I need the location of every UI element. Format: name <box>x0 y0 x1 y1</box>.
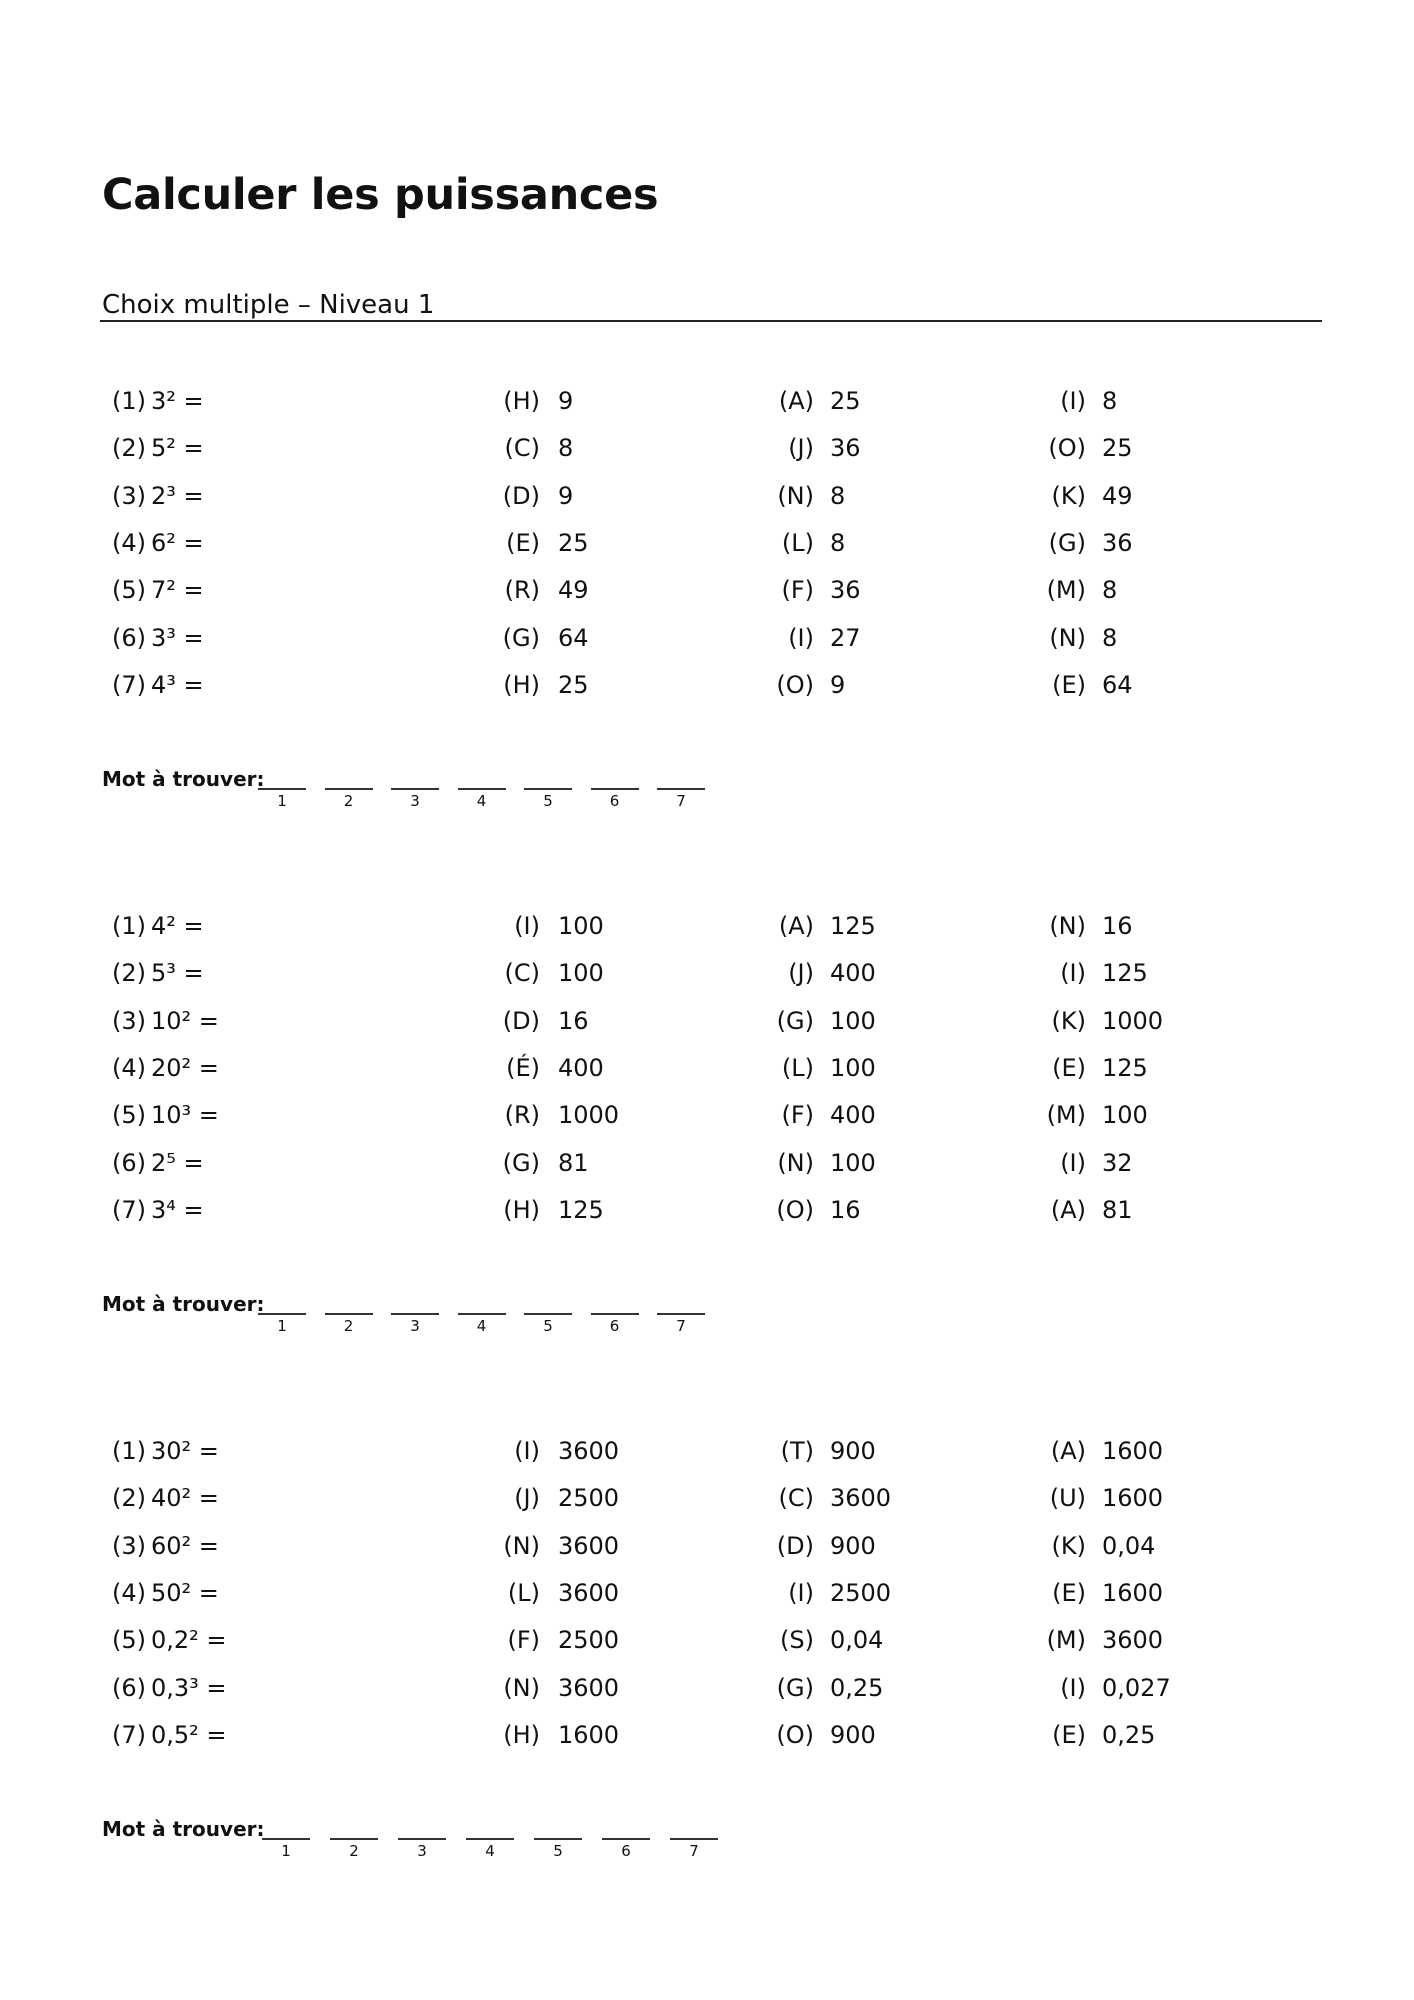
choice-value: 9 <box>558 481 574 510</box>
choice-letter: (I) <box>1060 959 1086 988</box>
choice-letter: (S) <box>780 1626 814 1655</box>
blank-number: 5 <box>553 1842 563 1860</box>
question-number: (2) <box>112 959 146 988</box>
blank-number: 6 <box>609 792 620 810</box>
question-expression: 2⁵ = <box>151 1148 204 1177</box>
question-row <box>0 387 1414 427</box>
choice-value: 8 <box>1102 387 1118 415</box>
choice-letter: (A) <box>1050 1437 1086 1465</box>
choice-value: 2500 <box>830 1578 892 1607</box>
choice-value: 9 <box>830 670 846 699</box>
answer-blank[interactable] <box>657 1313 705 1315</box>
choice-letter: (I) <box>1060 1148 1086 1177</box>
question-number: (7) <box>112 1720 146 1749</box>
choice-letter: (N) <box>1049 912 1086 940</box>
question-row <box>0 624 1414 664</box>
choice-letter: (I) <box>1060 387 1086 415</box>
answer-blank[interactable] <box>258 1313 306 1315</box>
choice-letter: (I) <box>788 1578 814 1607</box>
blank-number: 6 <box>621 1842 631 1860</box>
choice-letter: (D) <box>502 481 540 510</box>
choice-letter: (H) <box>503 387 540 415</box>
question-row <box>0 1626 1414 1666</box>
question-row <box>0 959 1414 999</box>
choice-value: 8 <box>1102 623 1118 652</box>
choice-value: 125 <box>1102 959 1148 988</box>
choice-value: 400 <box>830 959 876 988</box>
question-expression: 0,2² = <box>151 1626 227 1655</box>
choice-letter: (A) <box>778 387 814 415</box>
choice-letter: (J) <box>788 959 814 988</box>
question-number: (4) <box>112 1053 146 1082</box>
choice-value: 9 <box>558 387 574 415</box>
answer-blank[interactable] <box>466 1838 514 1840</box>
question-number: (5) <box>112 1626 146 1655</box>
choice-value: 1000 <box>1102 1006 1164 1035</box>
choice-value: 3600 <box>558 1673 620 1702</box>
choice-letter: (É) <box>506 1053 540 1082</box>
question-number: (1) <box>112 387 146 415</box>
choice-value: 0,25 <box>1102 1720 1156 1749</box>
choice-value: 0,25 <box>830 1673 884 1702</box>
choice-letter: (G) <box>776 1673 814 1702</box>
choice-value: 16 <box>830 1195 861 1224</box>
choice-letter: (J) <box>788 434 814 463</box>
question-expression: 30² = <box>151 1437 219 1465</box>
question-row <box>0 1484 1414 1524</box>
choice-value: 1600 <box>1102 1578 1164 1607</box>
choice-value: 3600 <box>558 1531 620 1560</box>
choice-letter: (G) <box>1048 528 1086 557</box>
answer-blank[interactable] <box>534 1838 582 1840</box>
choice-value: 400 <box>558 1053 604 1082</box>
question-expression: 7² = <box>151 576 204 605</box>
choice-letter: (L) <box>781 1053 814 1082</box>
choice-value: 32 <box>1102 1148 1133 1177</box>
choice-value: 125 <box>558 1195 604 1224</box>
question-number: (6) <box>112 1673 146 1702</box>
choice-letter: (D) <box>502 1006 540 1035</box>
question-expression: 3⁴ = <box>151 1195 204 1224</box>
blank-number: 2 <box>343 792 354 810</box>
question-expression: 3² = <box>151 387 204 415</box>
choice-letter: (R) <box>504 576 540 605</box>
choice-letter: (C) <box>778 1484 814 1513</box>
blank-number: 4 <box>476 1317 487 1335</box>
choice-value: 8 <box>558 434 574 463</box>
choice-value: 0,027 <box>1102 1673 1171 1702</box>
choice-value: 400 <box>830 1101 876 1130</box>
blank-number: 3 <box>417 1842 427 1860</box>
answer-blank[interactable] <box>398 1838 446 1840</box>
question-row <box>0 529 1414 569</box>
answer-blank[interactable] <box>591 1313 639 1315</box>
choice-letter: (F) <box>781 576 814 605</box>
choice-letter: (I) <box>1060 1673 1086 1702</box>
choice-value: 900 <box>830 1720 876 1749</box>
blank-number: 1 <box>277 792 287 810</box>
choice-letter: (I) <box>514 1437 540 1465</box>
choice-value: 125 <box>1102 1053 1148 1082</box>
blank-number: 1 <box>277 1317 287 1335</box>
choice-letter: (H) <box>503 670 540 699</box>
choice-value: 16 <box>558 1006 589 1035</box>
question-row <box>0 1674 1414 1714</box>
choice-value: 8 <box>830 528 846 557</box>
question-row <box>0 1532 1414 1572</box>
choice-letter: (K) <box>1051 1006 1086 1035</box>
choice-letter: (N) <box>1049 623 1086 652</box>
question-expression: 6² = <box>151 528 204 557</box>
choice-value: 900 <box>830 1531 876 1560</box>
choice-letter: (N) <box>503 1531 540 1560</box>
question-number: (3) <box>112 1531 146 1560</box>
question-row <box>0 1054 1414 1094</box>
choice-value: 3600 <box>558 1578 620 1607</box>
choice-value: 2500 <box>558 1626 620 1655</box>
answer-blank[interactable] <box>670 1838 718 1840</box>
choice-letter: (E) <box>1052 1578 1086 1607</box>
question-number: (7) <box>112 1195 146 1224</box>
choice-letter: (N) <box>503 1673 540 1702</box>
choice-value: 0,04 <box>830 1626 884 1655</box>
question-number: (2) <box>112 1484 146 1513</box>
question-row <box>0 1007 1414 1047</box>
question-number: (5) <box>112 1101 146 1130</box>
choice-value: 100 <box>830 1148 876 1177</box>
choice-value: 100 <box>558 912 604 940</box>
question-row <box>0 912 1414 952</box>
question-number: (4) <box>112 1578 146 1607</box>
choice-value: 0,04 <box>1102 1531 1156 1560</box>
choice-value: 1600 <box>1102 1437 1164 1465</box>
question-row <box>0 482 1414 522</box>
question-row <box>0 1437 1414 1477</box>
blank-number: 3 <box>410 792 420 810</box>
choice-value: 27 <box>830 623 861 652</box>
answer-blank[interactable] <box>391 788 439 790</box>
answer-blank[interactable] <box>602 1838 650 1840</box>
choice-letter: (R) <box>504 1101 540 1130</box>
answer-blank[interactable] <box>258 788 306 790</box>
choice-value: 3600 <box>558 1437 620 1465</box>
answer-blank[interactable] <box>330 1838 378 1840</box>
choice-value: 64 <box>1102 670 1133 699</box>
answer-blank[interactable] <box>325 1313 373 1315</box>
choice-value: 100 <box>558 959 604 988</box>
question-expression: 0,5² = <box>151 1720 227 1749</box>
question-number: (7) <box>112 670 146 699</box>
choice-letter: (M) <box>1046 1626 1086 1655</box>
question-row <box>0 671 1414 711</box>
answer-blank[interactable] <box>262 1838 310 1840</box>
blank-number: 2 <box>343 1317 354 1335</box>
choice-letter: (M) <box>1046 576 1086 605</box>
question-number: (2) <box>112 434 146 463</box>
choice-value: 36 <box>830 576 861 605</box>
answer-blank[interactable] <box>524 1313 572 1315</box>
choice-value: 81 <box>1102 1195 1133 1224</box>
word-to-find-label: Mot à trouver: <box>102 1817 265 1841</box>
blank-number: 6 <box>609 1317 620 1335</box>
answer-blank[interactable] <box>524 788 572 790</box>
choice-value: 125 <box>830 912 876 940</box>
choice-letter: (L) <box>507 1578 540 1607</box>
choice-letter: (H) <box>503 1195 540 1224</box>
question-expression: 50² = <box>151 1578 219 1607</box>
question-expression: 4² = <box>151 912 204 940</box>
choice-value: 81 <box>558 1148 589 1177</box>
choice-value: 3600 <box>830 1484 892 1513</box>
blank-number: 1 <box>281 1842 291 1860</box>
blank-number: 4 <box>476 792 487 810</box>
choice-letter: (O) <box>776 1720 814 1749</box>
question-row <box>0 1579 1414 1619</box>
blank-number: 7 <box>676 792 686 810</box>
question-expression: 4³ = <box>151 670 204 699</box>
choice-letter: (E) <box>1052 1720 1086 1749</box>
question-row <box>0 1196 1414 1236</box>
answer-blank[interactable] <box>325 788 373 790</box>
blank-number: 4 <box>485 1842 495 1860</box>
choice-letter: (N) <box>777 481 814 510</box>
answer-blank[interactable] <box>458 1313 506 1315</box>
choice-value: 25 <box>1102 434 1133 463</box>
choice-value: 3600 <box>1102 1626 1164 1655</box>
choice-letter: (G) <box>776 1006 814 1035</box>
blank-number: 2 <box>349 1842 359 1860</box>
choice-value: 36 <box>1102 528 1133 557</box>
question-number: (6) <box>112 1148 146 1177</box>
choice-value: 100 <box>830 1006 876 1035</box>
choice-letter: (O) <box>1048 434 1086 463</box>
choice-letter: (E) <box>1052 1053 1086 1082</box>
choice-value: 1600 <box>558 1720 620 1749</box>
choice-value: 25 <box>830 387 861 415</box>
choice-letter: (O) <box>776 670 814 699</box>
choice-value: 49 <box>558 576 589 605</box>
choice-letter: (C) <box>504 959 540 988</box>
blank-number: 3 <box>410 1317 420 1335</box>
question-expression: 10² = <box>151 1006 219 1035</box>
question-number: (1) <box>112 912 146 940</box>
word-to-find-label: Mot à trouver: <box>102 1292 265 1316</box>
choice-letter: (N) <box>777 1148 814 1177</box>
answer-blank[interactable] <box>591 788 639 790</box>
blank-number: 7 <box>689 1842 699 1860</box>
question-row <box>0 434 1414 474</box>
question-number: (5) <box>112 576 146 605</box>
choice-letter: (U) <box>1049 1484 1086 1513</box>
question-expression: 2³ = <box>151 481 204 510</box>
choice-letter: (J) <box>514 1484 540 1513</box>
choice-letter: (T) <box>780 1437 814 1465</box>
header-divider <box>100 320 1322 322</box>
blank-number: 5 <box>543 792 553 810</box>
choice-value: 100 <box>830 1053 876 1082</box>
question-expression: 0,3³ = <box>151 1673 227 1702</box>
question-row <box>0 1101 1414 1141</box>
choice-letter: (D) <box>776 1531 814 1560</box>
choice-value: 64 <box>558 623 589 652</box>
question-number: (4) <box>112 528 146 557</box>
question-number: (1) <box>112 1437 146 1465</box>
choice-value: 16 <box>1102 912 1133 940</box>
choice-letter: (I) <box>788 623 814 652</box>
choice-value: 8 <box>830 481 846 510</box>
question-expression: 5³ = <box>151 959 204 988</box>
question-row <box>0 1721 1414 1761</box>
blank-number: 7 <box>676 1317 686 1335</box>
choice-letter: (K) <box>1051 1531 1086 1560</box>
question-number: (6) <box>112 623 146 652</box>
question-expression: 3³ = <box>151 623 204 652</box>
word-to-find-label: Mot à trouver: <box>102 767 265 791</box>
choice-letter: (L) <box>781 528 814 557</box>
choice-value: 25 <box>558 528 589 557</box>
choice-value: 2500 <box>558 1484 620 1513</box>
answer-blank[interactable] <box>657 788 705 790</box>
choice-value: 1000 <box>558 1101 620 1130</box>
choice-letter: (I) <box>514 912 540 940</box>
choice-value: 25 <box>558 670 589 699</box>
choice-value: 49 <box>1102 481 1133 510</box>
answer-blank[interactable] <box>391 1313 439 1315</box>
answer-blank[interactable] <box>458 788 506 790</box>
question-row <box>0 576 1414 616</box>
choice-letter: (G) <box>502 1148 540 1177</box>
question-row <box>0 1149 1414 1189</box>
choice-value: 900 <box>830 1437 876 1465</box>
choice-letter: (A) <box>778 912 814 940</box>
choice-letter: (F) <box>507 1626 540 1655</box>
choice-value: 8 <box>1102 576 1118 605</box>
blank-number: 5 <box>543 1317 553 1335</box>
question-number: (3) <box>112 1006 146 1035</box>
choice-letter: (G) <box>502 623 540 652</box>
choice-value: 36 <box>830 434 861 463</box>
choice-letter: (A) <box>1050 1195 1086 1224</box>
choice-letter: (M) <box>1046 1101 1086 1130</box>
question-expression: 10³ = <box>151 1101 219 1130</box>
choice-letter: (F) <box>781 1101 814 1130</box>
question-number: (3) <box>112 481 146 510</box>
choice-value: 100 <box>1102 1101 1148 1130</box>
question-expression: 5² = <box>151 434 204 463</box>
choice-letter: (H) <box>503 1720 540 1749</box>
choice-value: 1600 <box>1102 1484 1164 1513</box>
page-subtitle: Choix multiple – Niveau 1 <box>102 290 435 320</box>
choice-letter: (C) <box>504 434 540 463</box>
choice-letter: (K) <box>1051 481 1086 510</box>
question-expression: 40² = <box>151 1484 219 1513</box>
page-title: Calculer les puissances <box>102 170 659 220</box>
choice-letter: (E) <box>1052 670 1086 699</box>
choice-letter: (O) <box>776 1195 814 1224</box>
question-expression: 60² = <box>151 1531 219 1560</box>
question-expression: 20² = <box>151 1053 219 1082</box>
choice-letter: (E) <box>506 528 540 557</box>
